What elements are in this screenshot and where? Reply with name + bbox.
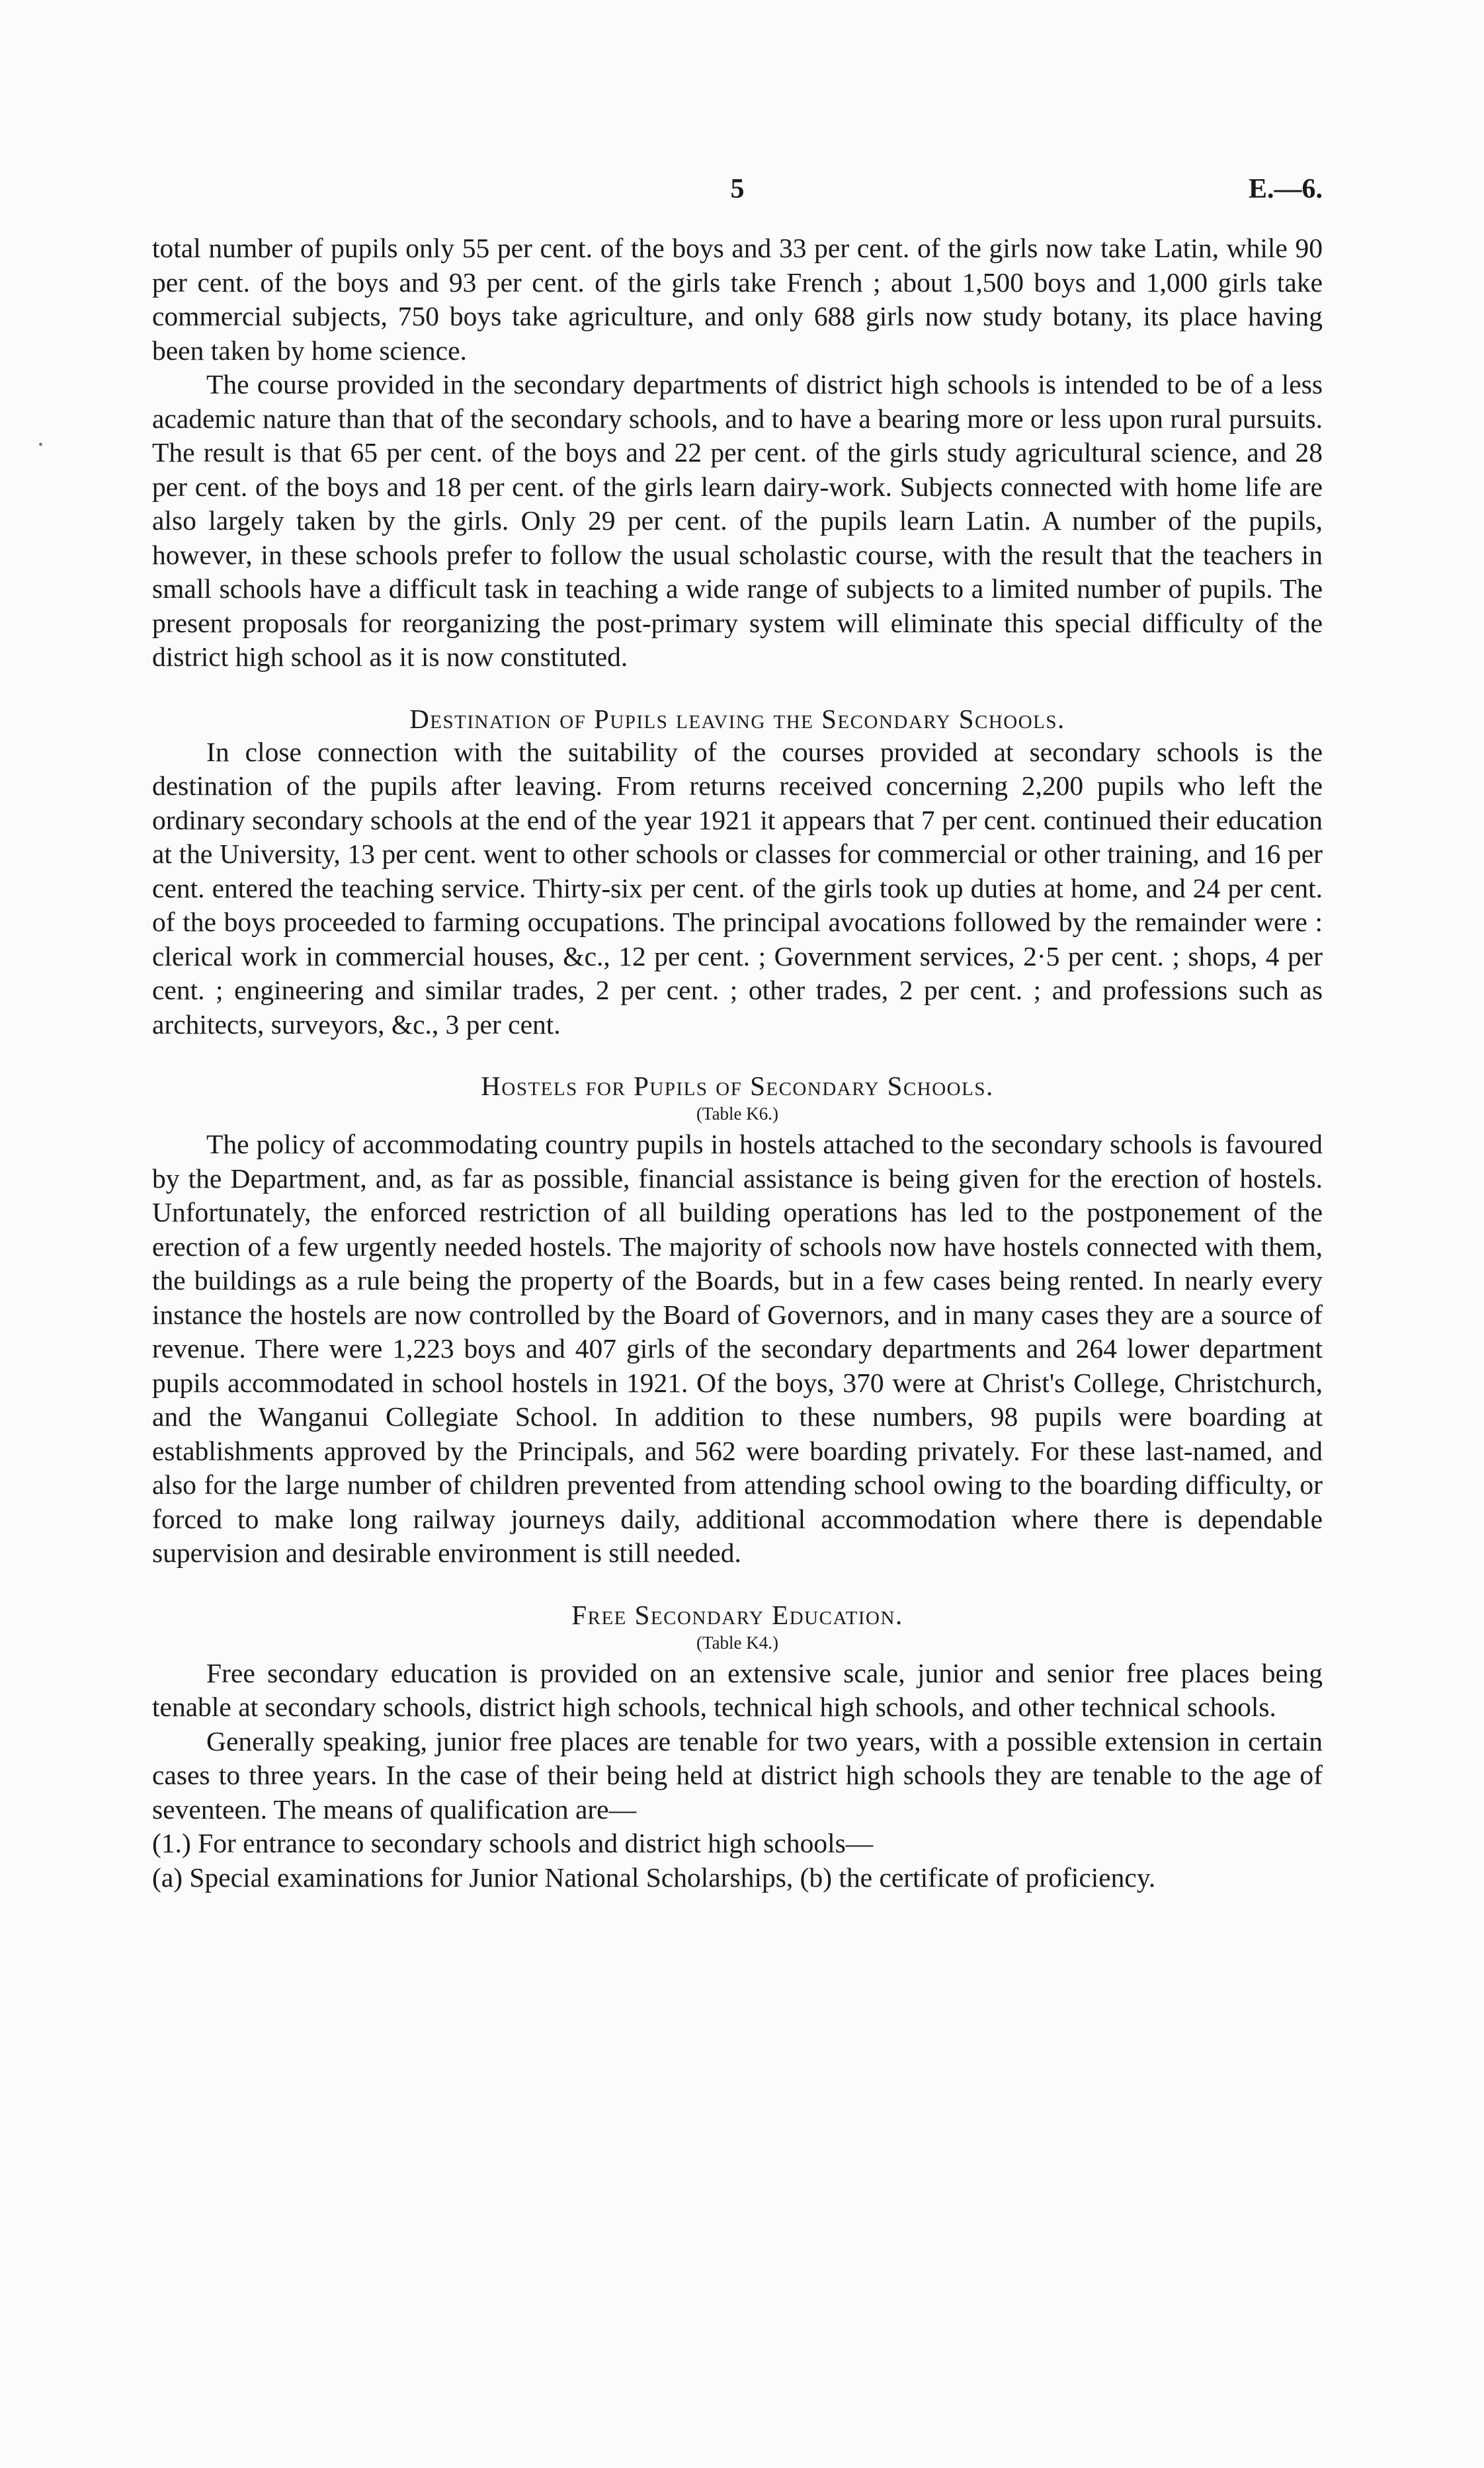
section-title-hostels: Hostels for Pupils of Secondary Schools. xyxy=(481,1071,994,1101)
page-number: 5 xyxy=(730,174,745,204)
margin-dot: • xyxy=(38,438,44,452)
section-title-destination: Destination of Pupils leaving the Secondary Schools. xyxy=(409,703,1065,734)
section-title-free-education: Free Secondary Education. xyxy=(571,1599,903,1630)
paragraph-destination: In close connection with the suitability of the courses provided at secondary schools is the destination of the pupils after leaving. From returns received concerning 2,200 pupils who left the ordinary secondary schools at the end of the year 1921 it appears that 7 per cent. continued their education at the University, 13 per cent. went to other schools or classes for commercial or other training, and 16 per cent. entered the teaching service. Thirty-six per cent. of the girls took up duties at home, and 24 per cent. of the boys proceeded to farming occupations. The principal avocations followed by the remainder were : clerical work in commercial houses, &c., 12 per cent. ; Government services, 2·5 per cent. ; shops, 4 per cent. ; engineering and similar trades, 2 per cent. ; other trades, 2 per cent. ; and professions such as architects, surveyors, &c., 3 per cent. xyxy=(152,736,1323,1040)
page-header xyxy=(152,173,1323,213)
page-content xyxy=(152,231,1323,1895)
paragraph-intro-continuation: total number of pupils only 55 per cent. of the boys and 33 per cent. of the girls now take Latin, while 90 per cent. of the boys and 93 per cent. of the girls take French ; about 1,500 boys and 1,000 girls take commercial subjects, 750 boys take agriculture, and only 688 girls now study botany, its place having been taken by home science. xyxy=(152,233,1323,366)
paragraph-district-high-schools: The course provided in the secondary departments of district high schools is intended to be of a less academic nature than that of the secondary schools, and to have a bearing more or less upon rural pursuits. The result is that 65 per cent. of the boys and 22 per cent. of the girls study agricultural science, and 28 per cent. of the boys and 18 per cent. of the girls learn dairy-work. Subjects connected with home life are also largely taken by the girls. Only 29 per cent. of the pupils learn Latin. A number of the pupils, however, in these schools prefer to follow the usual scholastic course, with the result that the teachers in small schools have a difficult task in teaching a wide range of subjects to a limited number of pupils. The present proposals for reorganizing the post-primary system will eliminate this special difficulty of the district high school as it is now constituted. xyxy=(152,369,1323,672)
list-subitem-examinations: (a) Special examinations for Junior National Scholarships, (b) the certificate of proficiency. xyxy=(152,1862,1156,1893)
document-code: E.—6. xyxy=(1248,174,1323,204)
table-reference-k4: (Table K4.) xyxy=(696,1632,779,1653)
paragraph-free-education: Free secondary education is provided on an extensive scale, junior and senior free places being tenable at secondary schools, district high schools, technical high schools, and other technical schools. xyxy=(152,1657,1323,1722)
table-reference-k6: (Table K6.) xyxy=(696,1104,779,1124)
list-item-entrance: (1.) For entrance to secondary schools and district high schools— xyxy=(152,1828,874,1858)
paragraph-junior-free-places: Generally speaking, junior free places are tenable for two years, with a possible extension in certain cases to three years. In the case of their being held at district high schools they are tenable to the age of seventeen. The means of qualification are— xyxy=(152,1725,1323,1825)
paragraph-hostels: The policy of accommodating country pupils in hostels attached to the secondary schools is favoured by the Department, and, as far as possible, financial assistance is being given for the erection of hostels. Unfortunately, the enforced restriction of all building operations has led to the postponement of the erection of a few urgently needed hostels. The majority of schools now have hostels connected with them, the buildings as a rule being the property of the Boards, but in a few cases being rented. In nearly every instance the hostels are now controlled by the Board of Governors, and in many cases they are a source of revenue. There were 1,223 boys and 407 girls of the secondary departments and 264 lower department pupils accommodated in school hostels in 1921. Of the boys, 370 were at Christ's College, Christchurch, and the Wanganui Collegiate School. In addition to these numbers, 98 pupils were boarding at establishments approved by the Principals, and 562 were boarding privately. For these last-named, and also for the large number of children prevented from attending school owing to the boarding difficulty, or forced to make long railway journeys daily, additional accommodation where there is dependable supervision and desirable environment is still needed. xyxy=(152,1129,1323,1568)
